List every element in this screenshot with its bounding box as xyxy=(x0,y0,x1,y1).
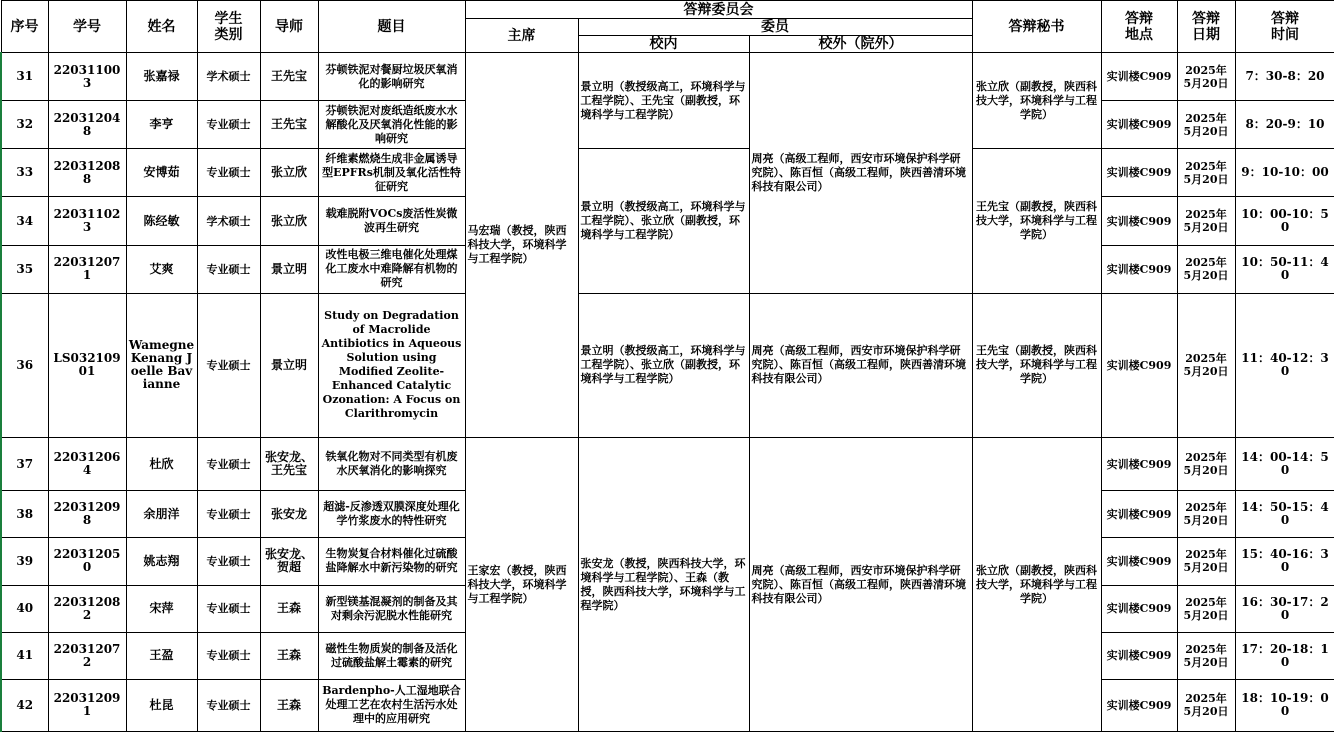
cell-name: 李亨 xyxy=(126,101,197,149)
cell-date xyxy=(1177,679,1235,731)
cell-date xyxy=(1177,197,1235,245)
header-members: 委员 xyxy=(578,19,972,36)
cell-student-type: 专业硕士 xyxy=(197,491,260,538)
cell-location: 实训楼C909 xyxy=(1101,197,1177,245)
cell-location: 实训楼C909 xyxy=(1101,538,1177,585)
header-time xyxy=(1235,1,1334,53)
cell-external: 周亮（高级工程师，西安市环境保护科学研究院）、陈百恒（高级工程师，陕西善清环境科技有限公司） xyxy=(749,53,972,294)
cell-topic: 超滤-反渗透双膜深度处理化学竹浆废水的特性研究 xyxy=(318,491,465,538)
cell-topic: 磁性生物质炭的制备及活化过硫酸盐解土霉素的研究 xyxy=(318,632,465,679)
cell-name: 陈经敏 xyxy=(126,197,197,245)
cell-advisor: 王先宝 xyxy=(260,101,318,149)
cell-location: 实训楼C909 xyxy=(1101,679,1177,731)
cell-topic: 芬顿铁泥对废纸造纸废水水解酸化及厌氧消化性能的影响研究 xyxy=(318,101,465,149)
cell-date-text: 2025年 5月20日 xyxy=(1183,692,1229,719)
cell-time: 8：20-9：10 xyxy=(1235,101,1334,149)
cell-name: 杜欣 xyxy=(126,438,197,491)
cell-date-text: 2025年 5月20日 xyxy=(1183,548,1229,575)
table-row xyxy=(1,53,1334,101)
cell-location: 实训楼C909 xyxy=(1101,101,1177,149)
cell-date xyxy=(1177,491,1235,538)
cell-topic: 新型镁基混凝剂的制备及其对剩余污泥脱水性能研究 xyxy=(318,585,465,632)
header-student-type xyxy=(197,1,260,53)
header-student-type-text: 学生 类别 xyxy=(214,10,243,43)
cell-seq: 42 xyxy=(1,679,48,731)
cell-student-id: 220311023 xyxy=(48,197,126,245)
cell-student-type: 学术硕士 xyxy=(197,53,260,101)
cell-date xyxy=(1177,149,1235,197)
cell-topic: 生物炭复合材料催化过硫酸盐降解水中新污染物的研究 xyxy=(318,538,465,585)
cell-student-type: 专业硕士 xyxy=(197,149,260,197)
cell-date xyxy=(1177,585,1235,632)
cell-time: 17：20-18：10 xyxy=(1235,632,1334,679)
cell-date-text: 2025年 5月20日 xyxy=(1183,642,1229,669)
cell-advisor: 张立欣 xyxy=(260,149,318,197)
header-seq: 序号 xyxy=(1,1,48,53)
cell-name: 安博茹 xyxy=(126,149,197,197)
header-student-id: 学号 xyxy=(48,1,126,53)
cell-topic: 纤维素燃烧生成非金属诱导型EPFRs机制及氧化活性特征研究 xyxy=(318,149,465,197)
cell-student-id: 220311003 xyxy=(48,53,126,101)
cell-date-text: 2025年 5月20日 xyxy=(1183,159,1229,186)
cell-advisor: 张立欣 xyxy=(260,197,318,245)
header-name: 姓名 xyxy=(126,1,197,53)
cell-advisor: 景立明 xyxy=(260,293,318,437)
cell-student-id: 220312050 xyxy=(48,538,126,585)
cell-student-type: 专业硕士 xyxy=(197,438,260,491)
cell-time: 18：10-19：00 xyxy=(1235,679,1334,731)
cell-seq: 32 xyxy=(1,101,48,149)
header-advisor: 导师 xyxy=(260,1,318,53)
cell-chair: 王家宏（教授，陕西科技大学，环境科学与工程学院） xyxy=(465,438,578,732)
cell-name: 张嘉禄 xyxy=(126,53,197,101)
header-internal: 校内 xyxy=(578,36,749,53)
cell-external: 周亮（高级工程师，西安市环境保护科学研究院）、陈百恒（高级工程师，陕西善清环境科技有限公司） xyxy=(749,293,972,437)
cell-secretary: 王先宝（副教授，陕西科技大学，环境科学与工程学院） xyxy=(972,293,1101,437)
cell-date-text: 2025年 5月20日 xyxy=(1183,501,1229,528)
cell-chair: 马宏瑞（教授，陕西科技大学，环境科学与工程学院） xyxy=(465,53,578,438)
cell-student-type: 专业硕士 xyxy=(197,245,260,293)
cell-name: 杜昆 xyxy=(126,679,197,731)
cell-student-type: 专业硕士 xyxy=(197,293,260,437)
cell-student-type: 专业硕士 xyxy=(197,679,260,731)
cell-date xyxy=(1177,101,1235,149)
cell-secretary: 张立欣（副教授，陕西科技大学，环境科学与工程学院） xyxy=(972,438,1101,732)
cell-location: 实训楼C909 xyxy=(1101,53,1177,101)
cell-external: 周亮（高级工程师，西安市环境保护科学研究院）、陈百恒（高级工程师，陕西善清环境科技有限公司） xyxy=(749,438,972,732)
cell-student-id: 220312072 xyxy=(48,632,126,679)
cell-date xyxy=(1177,245,1235,293)
header-date-text: 答辩 日期 xyxy=(1192,10,1220,43)
cell-time: 9：10-10：00 xyxy=(1235,149,1334,197)
cell-seq: 38 xyxy=(1,491,48,538)
cell-seq: 35 xyxy=(1,245,48,293)
cell-student-id: 220312091 xyxy=(48,679,126,731)
cell-advisor: 王森 xyxy=(260,585,318,632)
cell-date xyxy=(1177,53,1235,101)
header-row-1 xyxy=(1,1,1334,19)
cell-location: 实训楼C909 xyxy=(1101,293,1177,437)
cell-name: 艾爽 xyxy=(126,245,197,293)
cell-advisor: 王森 xyxy=(260,679,318,731)
cell-seq: 34 xyxy=(1,197,48,245)
cell-topic: 铁氧化物对不同类型有机废水厌氧消化的影响探究 xyxy=(318,438,465,491)
cell-time: 14：00-14：50 xyxy=(1235,438,1334,491)
cell-student-id: 220312071 xyxy=(48,245,126,293)
header-location-text: 答辩 地点 xyxy=(1125,10,1153,43)
table-row xyxy=(1,149,1334,197)
cell-advisor: 王森 xyxy=(260,632,318,679)
cell-advisor: 张安龙、贺超 xyxy=(260,538,318,585)
cell-time: 7：30-8：20 xyxy=(1235,53,1334,101)
cell-topic: 载难脱附VOCs废活性炭微波再生研究 xyxy=(318,197,465,245)
cell-seq: 36 xyxy=(1,293,48,437)
cell-time: 15：40-16：30 xyxy=(1235,538,1334,585)
header-secretary: 答辩秘书 xyxy=(972,1,1101,53)
cell-advisor: 张安龙、王先宝 xyxy=(260,438,318,491)
header-committee: 答辩委员会 xyxy=(465,1,972,19)
cell-seq: 33 xyxy=(1,149,48,197)
header-time-text: 答辩 时间 xyxy=(1271,10,1299,43)
cell-name: 王盈 xyxy=(126,632,197,679)
cell-student-id: 220312048 xyxy=(48,101,126,149)
cell-date-text: 2025年 5月20日 xyxy=(1183,595,1229,622)
cell-time: 14：50-15：40 xyxy=(1235,491,1334,538)
cell-date xyxy=(1177,438,1235,491)
cell-student-type: 专业硕士 xyxy=(197,538,260,585)
cell-date xyxy=(1177,632,1235,679)
cell-topic: Bardenpho-人工湿地联合处理工艺在农村生活污水处理中的应用研究 xyxy=(318,679,465,731)
cell-time: 10：00-10：50 xyxy=(1235,197,1334,245)
cell-location: 实训楼C909 xyxy=(1101,149,1177,197)
cell-date xyxy=(1177,538,1235,585)
cell-time: 16：30-17：20 xyxy=(1235,585,1334,632)
cell-name: 宋萍 xyxy=(126,585,197,632)
cell-student-type: 专业硕士 xyxy=(197,101,260,149)
cell-seq: 39 xyxy=(1,538,48,585)
cell-date-text: 2025年 5月20日 xyxy=(1183,451,1229,478)
cell-seq: 37 xyxy=(1,438,48,491)
cell-student-id: 220312082 xyxy=(48,585,126,632)
header-date xyxy=(1177,1,1235,53)
cell-student-type: 专业硕士 xyxy=(197,585,260,632)
cell-internal: 景立明（教授级高工，环境科学与工程学院）、张立欣（副教授，环境科学与工程学院） xyxy=(578,149,749,293)
cell-date-text: 2025年 5月20日 xyxy=(1183,352,1229,379)
cell-student-id: 220312064 xyxy=(48,438,126,491)
cell-date-text: 2025年 5月20日 xyxy=(1183,208,1229,235)
cell-internal: 景立明（教授级高工，环境科学与工程学院）、张立欣（副教授，环境科学与工程学院） xyxy=(578,293,749,437)
header-topic: 题目 xyxy=(318,1,465,53)
cell-name: Wamegne Kenang Joelle Bavianne xyxy=(126,293,197,437)
header-location xyxy=(1101,1,1177,53)
cell-topic: Study on Degradation of Macrolide Antibiotics in Aqueous Solution using Modified Zeolite-Enhanced Catalytic Ozonation: A Focus on Clarithromycin xyxy=(318,293,465,437)
cell-student-id: LS03210901 xyxy=(48,293,126,437)
table-row xyxy=(1,293,1334,437)
cell-secretary: 王先宝（副教授，陕西科技大学，环境科学与工程学院） xyxy=(972,149,1101,293)
cell-date xyxy=(1177,293,1235,437)
cell-name: 余朋洋 xyxy=(126,491,197,538)
cell-name: 姚志翔 xyxy=(126,538,197,585)
cell-seq: 40 xyxy=(1,585,48,632)
cell-secretary: 张立欣（副教授，陕西科技大学，环境科学与工程学院） xyxy=(972,53,1101,149)
cell-student-id: 220312088 xyxy=(48,149,126,197)
cell-student-id: 220312098 xyxy=(48,491,126,538)
cell-advisor: 王先宝 xyxy=(260,53,318,101)
cell-location: 实训楼C909 xyxy=(1101,585,1177,632)
cell-seq: 41 xyxy=(1,632,48,679)
cell-advisor: 景立明 xyxy=(260,245,318,293)
header-external: 校外（院外） xyxy=(749,36,972,53)
cell-time: 11：40-12：30 xyxy=(1235,293,1334,437)
header-chair: 主席 xyxy=(465,19,578,53)
cell-date-text: 2025年 5月20日 xyxy=(1183,256,1229,283)
cell-topic: 改性电极三维电催化处理煤化工废水中难降解有机物的研究 xyxy=(318,245,465,293)
cell-time: 10：50-11：40 xyxy=(1235,245,1334,293)
cell-location: 实训楼C909 xyxy=(1101,438,1177,491)
cell-internal: 景立明（教授级高工，环境科学与工程学院）、王先宝（副教授，环境科学与工程学院） xyxy=(578,53,749,149)
cell-date-text: 2025年 5月20日 xyxy=(1183,63,1229,90)
cell-date-text: 2025年 5月20日 xyxy=(1183,111,1229,138)
cell-internal: 张安龙（教授，陕西科技大学，环境科学与工程学院）、王森（教授，陕西科技大学，环境科学与工程学院） xyxy=(578,438,749,732)
cell-topic: 芬顿铁泥对餐厨垃圾厌氧消化的影响研究 xyxy=(318,53,465,101)
cell-location: 实训楼C909 xyxy=(1101,245,1177,293)
cell-location: 实训楼C909 xyxy=(1101,632,1177,679)
cell-seq: 31 xyxy=(1,53,48,101)
cell-advisor: 张安龙 xyxy=(260,491,318,538)
cell-location: 实训楼C909 xyxy=(1101,491,1177,538)
cell-student-type: 学术硕士 xyxy=(197,197,260,245)
cell-student-type: 专业硕士 xyxy=(197,632,260,679)
table-row xyxy=(1,438,1334,491)
